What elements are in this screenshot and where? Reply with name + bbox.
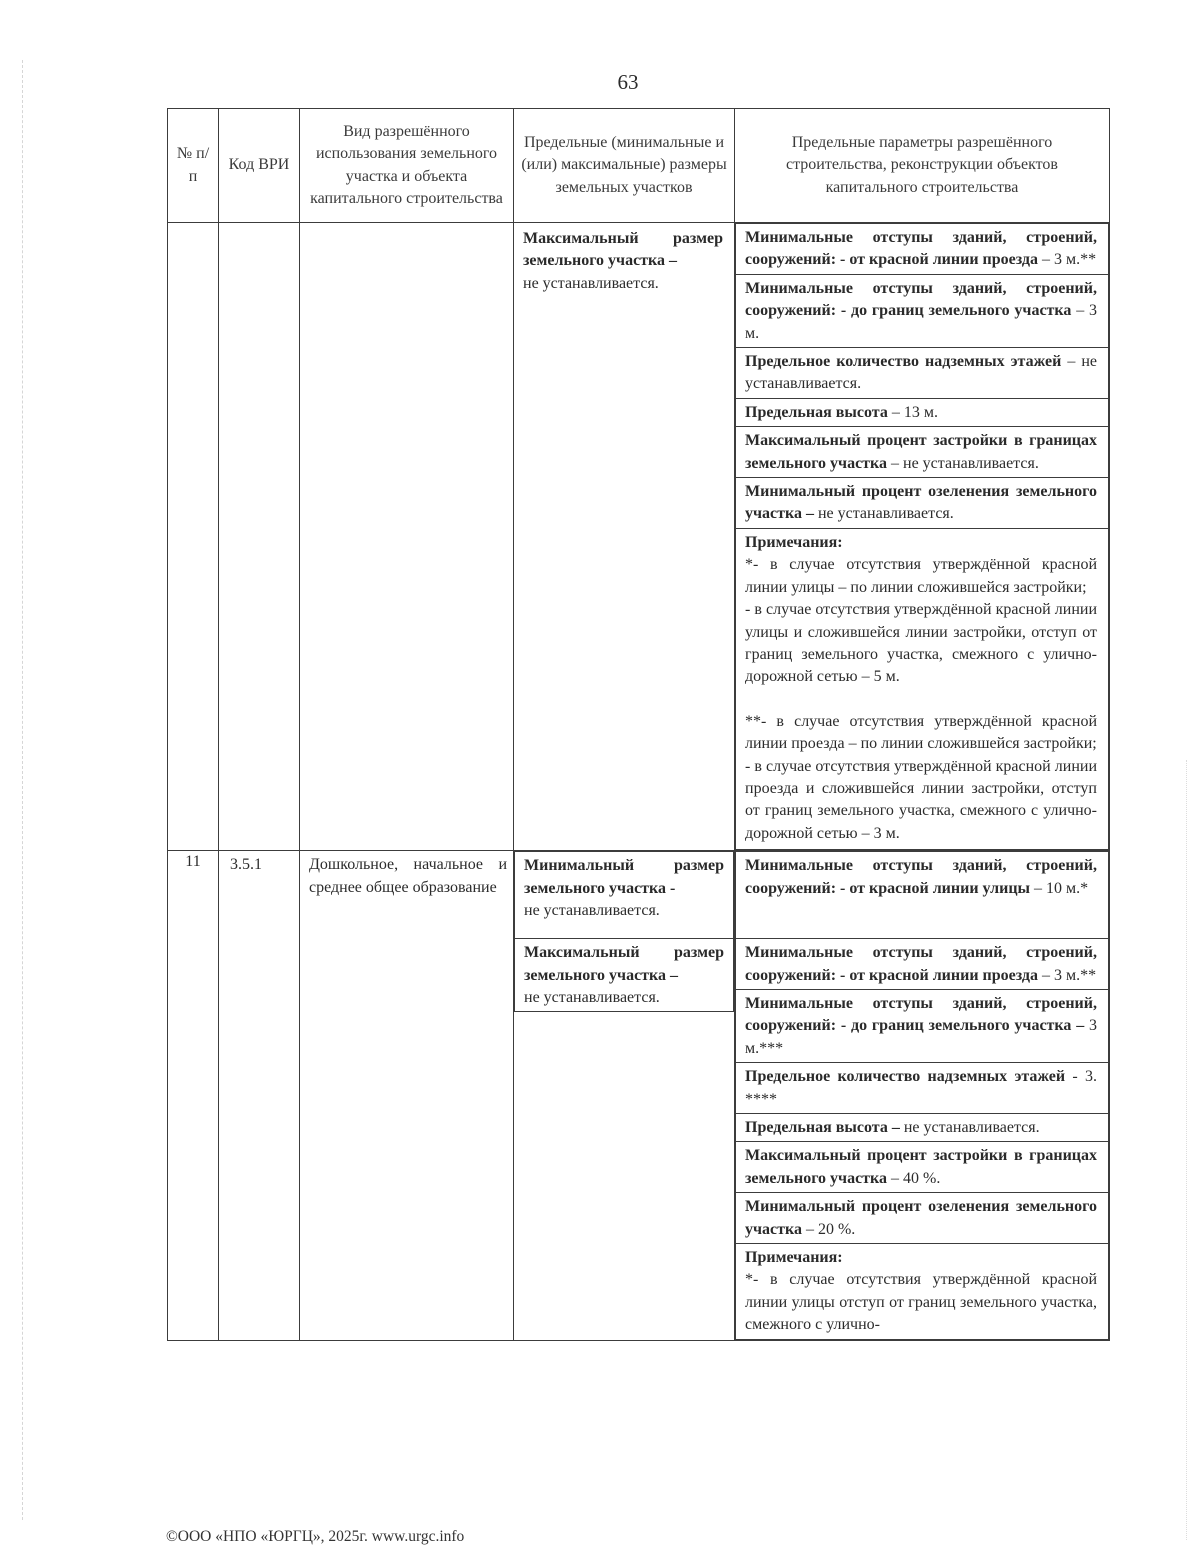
min-size-item: Минимальный размер земельного участка - не устанавливается. bbox=[524, 857, 724, 919]
max-size-item: Максимальный размер земельного участка – не устанавливается. bbox=[524, 944, 724, 1006]
params-cell bbox=[735, 851, 1110, 1341]
note-item: *- в случае отсутствия утверждённой красной линии улицы – по линии сложившейся застройки; bbox=[745, 556, 1097, 596]
note-item: - в случае отсутствия утверждённой красной линии улицы и сложившейся линии застройки, отступ от границ земельного участка, смежного с улично-дорожной сетью – 5 м. bbox=[745, 601, 1097, 686]
header-use-kind: Вид разрешённого использования земельного участка и объекта капитального строительства bbox=[300, 109, 514, 223]
max-size-label: Максимальный размер земельного участка – bbox=[523, 230, 723, 270]
header-number: № п/п bbox=[168, 109, 219, 223]
header-params: Предельные параметры разрешённого строительства, реконструкции объектов капитального строительства bbox=[735, 109, 1110, 223]
table-row bbox=[168, 223, 1110, 851]
param-item: Предельная высота – 13 м. bbox=[745, 403, 938, 421]
notes-block bbox=[736, 1244, 1108, 1339]
scan-artifact-line bbox=[1186, 760, 1188, 1540]
param-item: Предельная высота – не устанавливается. bbox=[745, 1119, 1040, 1136]
notes-block bbox=[736, 529, 1108, 849]
margin-guide-line bbox=[22, 60, 24, 1520]
page-footer: ©ООО «НПО «ЮРГЦ», 2025г. www.urgc.info bbox=[166, 1528, 465, 1545]
row-code: 3.5.1 bbox=[219, 851, 300, 1341]
row-number: 11 bbox=[168, 851, 219, 1341]
note-spacer bbox=[745, 689, 1097, 711]
header-code: Код ВРИ bbox=[219, 109, 300, 223]
param-item: Минимальные отступы зданий, строений, сооружений: - до границ земельного участка – 3 м. bbox=[745, 279, 1097, 342]
plot-size-cell bbox=[514, 851, 735, 1341]
note-item: - в случае отсутствия утверждённой красной линии проезда и сложившейся линии застройки, отступ от границ земельного участка, смежного с улично-дорожной сетью – 3 м. bbox=[745, 757, 1097, 842]
page-number: 63 bbox=[617, 70, 639, 94]
param-item: Минимальные отступы зданий, строений, сооружений: - от красной линии проезда – 3 м.** bbox=[745, 944, 1097, 984]
table-row bbox=[168, 851, 1110, 1341]
table-header-row bbox=[168, 109, 1110, 223]
note-item: *- в случае отсутствия утверждённой красной линии улицы отступ от границ земельного участка, смежного с улично- bbox=[745, 1271, 1097, 1334]
max-size-value: не устанавливается. bbox=[523, 274, 659, 292]
row-use-kind: Дошкольное, начальное и среднее общее образование bbox=[300, 851, 514, 1341]
param-item: Минимальный процент озеленения земельного участка – не устанавливается. bbox=[745, 483, 1097, 523]
param-item: Минимальные отступы зданий, строений, сооружений: - до границ земельного участка – 3 м.*** bbox=[745, 994, 1097, 1057]
notes-title: Примечания: bbox=[745, 1249, 843, 1267]
header-plot-size: Предельные (минимальные и (или) максимальные) размеры земельных участков bbox=[514, 109, 735, 223]
param-item: Минимальные отступы зданий, строений, сооружений: - от красной линии проезда – 3 м.** bbox=[745, 229, 1097, 269]
notes-title: Примечания: bbox=[745, 533, 843, 551]
note-item: **- в случае отсутствия утверждённой красной линии проезда – по линии сложившейся застройки; bbox=[745, 712, 1097, 753]
param-item: Минимальные отступы зданий, строений, сооружений: - от красной линии улицы – 10 м.* bbox=[745, 857, 1097, 897]
params-cell bbox=[735, 223, 1110, 851]
param-item: Максимальный процент застройки в границах земельного участка – не устанавливается. bbox=[745, 432, 1097, 472]
regulations-table bbox=[167, 108, 1110, 1341]
param-item: Предельное количество надземных этажей – не устанавливается. bbox=[745, 353, 1097, 393]
param-item: Предельное количество надземных этажей - 3. **** bbox=[745, 1068, 1098, 1108]
param-item: Минимальный процент озеленения земельного участка – 20 %. bbox=[745, 1198, 1097, 1238]
plot-size-cell bbox=[514, 223, 735, 851]
param-item: Максимальный процент застройки в границах земельного участка – 40 %. bbox=[745, 1147, 1097, 1187]
